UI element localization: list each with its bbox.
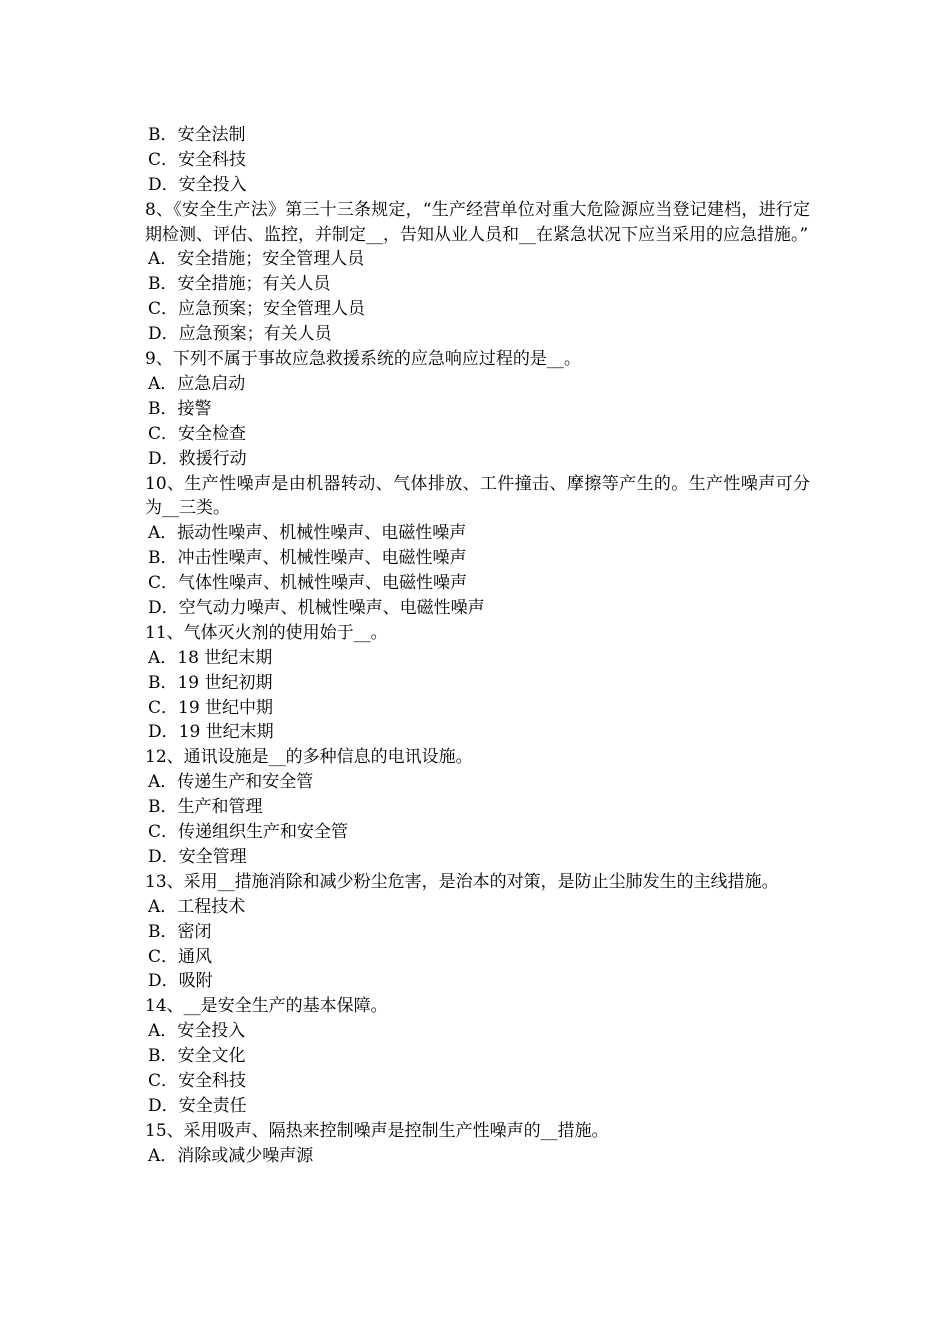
answer-option: C．传递组织生产和安全管 (148, 822, 349, 843)
question-text: 15、采用吸声、隔热来控制噪声是控制生产性噪声的__措施。 (145, 1120, 609, 1141)
answer-option: A．工程技术 (148, 896, 246, 917)
answer-option: B．安全法制 (148, 125, 246, 145)
answer-option: A．传递生产和安全管 (148, 772, 314, 793)
answer-option: B．安全措施；有关人员 (148, 274, 331, 295)
answer-option: C．安全科技 (148, 1070, 247, 1091)
answer-option: C．安全检查 (148, 423, 247, 444)
answer-option: B．冲击性噪声、机械性噪声、电磁性噪声 (148, 548, 467, 569)
answer-option: C．通风 (148, 946, 213, 967)
answer-option: C．应急预案；安全管理人员 (148, 299, 366, 320)
answer-option: B．19 世纪初期 (148, 672, 273, 693)
question-text: 10、生产性噪声是由机器转动、气体排放、工件撞击、摩擦等产生的。生产性噪声可分为__三类。 (145, 473, 810, 519)
answer-option: A．安全措施；安全管理人员 (148, 249, 365, 270)
question-text: 8、《安全生产法》第三十三条规定，“生产经营单位对重大危险源应当登记建档，进行定期检测、评估、监控，并制定__，告知从业人员和__在紧急状况下应当采用的应急措施。” (145, 199, 810, 245)
answer-option: A．消除或减少噪声源 (148, 1145, 314, 1166)
answer-option: D．救援行动 (148, 448, 247, 469)
answer-option: C．19 世纪中期 (148, 697, 274, 718)
question-text: 13、采用__措施消除和减少粉尘危害，是治本的对策，是防止尘肺发生的主线措施。 (145, 871, 779, 892)
answer-option: B．安全文化 (148, 1046, 246, 1067)
answer-option: A．振动性噪声、机械性噪声、电磁性噪声 (148, 523, 467, 544)
answer-option: C．安全科技 (148, 149, 247, 170)
answer-option: B．密闭 (148, 921, 212, 942)
answer-option: D．安全管理 (148, 846, 247, 867)
answer-option: D．应急预案；有关人员 (148, 324, 332, 345)
answer-option: D．安全责任 (148, 1095, 247, 1116)
question-text: 9、下列不属于事故应急救援系统的应急响应过程的是__。 (145, 349, 581, 370)
answer-option: B．生产和管理 (148, 797, 263, 818)
answer-option: B．接警 (148, 398, 212, 419)
question-text: 14、__是安全生产的基本保障。 (145, 996, 388, 1017)
answer-option: A．应急启动 (148, 373, 246, 394)
answer-option: D．空气动力噪声、机械性噪声、电磁性噪声 (148, 598, 485, 618)
answer-option: D．安全投入 (148, 174, 247, 195)
answer-option: D．吸附 (148, 971, 213, 992)
answer-option: A．安全投入 (148, 1021, 246, 1042)
answer-option: A．18 世纪末期 (148, 647, 273, 668)
question-text: 12、通讯设施是__的多种信息的电讯设施。 (145, 747, 473, 768)
answer-option: D．19 世纪末期 (148, 722, 274, 743)
answer-option: C．气体性噪声、机械性噪声、电磁性噪声 (148, 573, 468, 594)
question-text: 11、气体灭火剂的使用始于__。 (145, 622, 388, 643)
question-list (145, 123, 810, 1169)
